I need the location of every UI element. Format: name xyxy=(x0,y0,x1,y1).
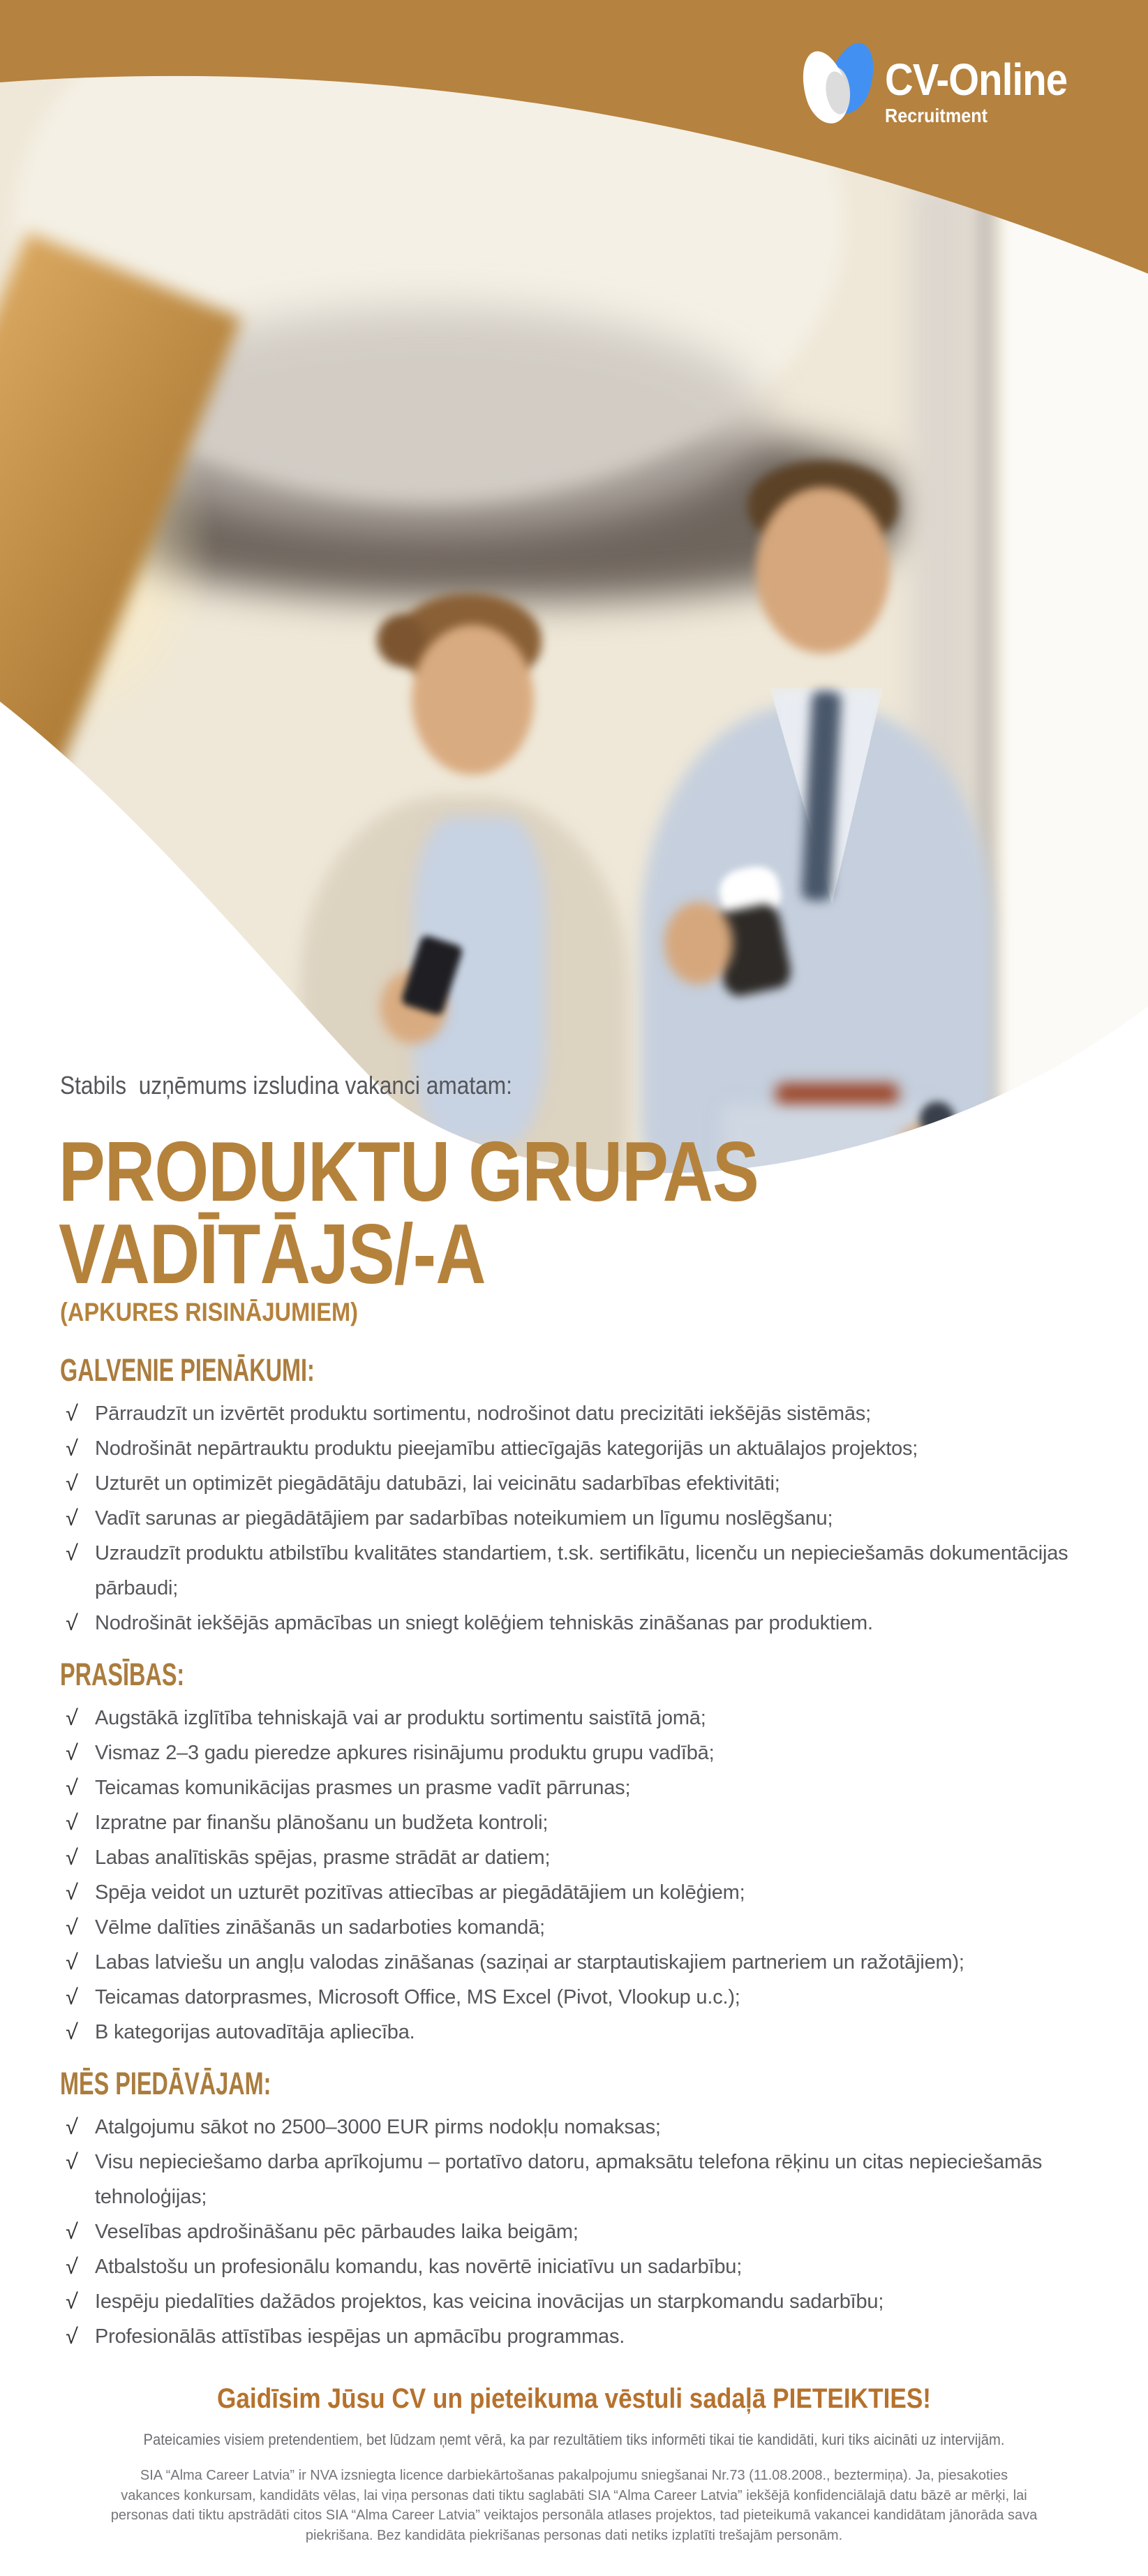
list-item xyxy=(60,1840,1086,1875)
checkmark-icon: √ xyxy=(64,1541,79,1565)
checkmark-icon: √ xyxy=(64,1775,79,1800)
bullet-text: Uzturēt un optimizēt piegādātāju datubāzi, lai veicinātu sadarbības efektivitāti; xyxy=(95,1472,780,1495)
job-section xyxy=(60,2067,1086,2354)
list-item xyxy=(60,1606,1086,1641)
bullet-list xyxy=(60,2110,1086,2354)
thanks-note: Pateicamies visiem pretendentiem, bet lūdzam ņemt vērā, ka par rezultātiem tiks informēti tikai tie kandidāti, kuri tiks aicināti uz intervijām. xyxy=(143,2431,1005,2448)
logo-tagline: Recruitment xyxy=(885,105,988,126)
checkmark-icon: √ xyxy=(64,1506,79,1530)
bullet-text: Vēlme dalīties zināšanās un sadarboties komandā; xyxy=(95,1916,545,1939)
bullet-text: Pārraudzīt un izvērtēt produktu sortimentu, nodrošinot datu precizitāti iekšējās sistēmās; xyxy=(95,1402,871,1425)
bullet-text: Iespēju piedalīties dažādos projektos, kas veicina inovācijas un starpkomandu sadarbību; xyxy=(95,2290,884,2313)
checkmark-icon: √ xyxy=(64,1611,79,1635)
checkmark-icon: √ xyxy=(64,2020,79,2044)
intro-line: Stabils uzņēmums izsludina vakanci amatam: xyxy=(60,1071,512,1100)
bullet-list xyxy=(60,1396,1086,1641)
bullet-text: Vadīt sarunas ar piegādātājiem par sadarbības noteikumiem un līgumu noslēgšanu; xyxy=(95,1507,833,1530)
checkmark-icon: √ xyxy=(64,2115,79,2139)
bullet-list xyxy=(60,1701,1086,2050)
vacancy-title-line2: VADĪTĀJS/-A xyxy=(59,1206,486,1301)
list-item xyxy=(60,1466,1086,1501)
logo-text xyxy=(885,40,1092,126)
list-item xyxy=(60,2110,1086,2145)
checkmark-icon: √ xyxy=(64,1985,79,2009)
section-heading: GALVENIE PIENĀKUMI: xyxy=(60,1352,315,1388)
checkmark-icon: √ xyxy=(64,1740,79,1765)
list-item xyxy=(60,1431,1086,1466)
checkmark-icon: √ xyxy=(64,1845,79,1870)
checkmark-icon: √ xyxy=(64,1436,79,1460)
checkmark-icon: √ xyxy=(64,1915,79,1939)
list-item xyxy=(60,2214,1086,2249)
bullet-text: Teicamas komunikācijas prasmes un prasme vadīt pārrunas; xyxy=(95,1777,631,1799)
sections xyxy=(60,1354,1086,2354)
bullet-text: Nodrošināt nepārtrauktu produktu pieejamību attiecīgajās kategorijās un aktuālajos projektos; xyxy=(95,1437,918,1460)
bullet-text: B kategorijas autovadītāja apliecība. xyxy=(95,2021,415,2043)
list-item xyxy=(60,2284,1086,2319)
bullet-text: Nodrošināt iekšējās apmācības un sniegt kolēģiem tehniskās zināšanas par produktiem. xyxy=(95,1612,873,1634)
job-section xyxy=(60,1354,1086,1641)
cv-online-logo-icon xyxy=(803,40,875,133)
checkmark-icon: √ xyxy=(64,1705,79,1730)
list-item xyxy=(60,1735,1086,1770)
cta-line: Gaidīsim Jūsu CV un pieteikuma vēstuli sadaļā PIETEIKTIES! xyxy=(216,2383,932,2414)
checkmark-icon: √ xyxy=(64,1401,79,1426)
bullet-text: Uzraudzīt produktu atbilstību kvalitātes standartiem, t.sk. sertifikātu, licenču un nepieciešamās dokumentācijas pārbaudi; xyxy=(95,1542,1068,1599)
list-item xyxy=(60,2145,1086,2214)
list-item xyxy=(60,2249,1086,2284)
hero xyxy=(0,0,1148,1190)
list-item xyxy=(60,1910,1086,1945)
bullet-text: Profesionālās attīstības iespējas un apmācību programmas. xyxy=(95,2325,625,2348)
bullet-text: Izpratne par finanšu plānošanu un budžeta kontroli; xyxy=(95,1812,549,1834)
section-heading: MĒS PIEDĀVĀJAM: xyxy=(60,2066,271,2101)
checkmark-icon: √ xyxy=(64,1810,79,1835)
bullet-text: Vismaz 2–3 gadu pieredze apkures risinājumu produktu grupu vadībā; xyxy=(95,1742,715,1764)
bullet-text: Atbalstošu un profesionālu komandu, kas novērtē iniciatīvu un sadarbību; xyxy=(95,2256,743,2278)
checkmark-icon: √ xyxy=(64,2254,79,2279)
checkmark-icon: √ xyxy=(64,1471,79,1495)
list-item xyxy=(60,1945,1086,1980)
checkmark-icon: √ xyxy=(64,1880,79,1904)
bullet-text: Teicamas datorprasmes, Microsoft Office, MS Excel (Pivot, Vlookup u.c.); xyxy=(95,1986,740,2008)
vacancy-title-line1: PRODUKTU GRUPAS xyxy=(59,1124,759,1219)
legal-text: SIA “Alma Career Latvia” ir NVA izsniegta licence darbiekārtošanas pakalpojumu sniegšanai Nr.73 (11.08.2008., beztermiņa). Ja, piesakoties vakances konkursam, kandidāts vēlas, lai viņa personas dati tiktu saglabāti SIA “Alma Career Latvia” iekšējā konfidenciālajā datu bāzē ar mērķi, lai personas dati tiktu apstrādāti citos SIA “Alma Career Latvia” veiktajos personāla atlases projektos, tad pieteikumā vakancei kandidātam jānorāda sava piekrišana. Bez kandidāta piekrišanas personas dati netiks izplatīti trešajām personām. xyxy=(110,2468,1038,2543)
bullet-text: Labas analītiskās spējas, prasme strādāt ar datiem; xyxy=(95,1846,551,1869)
footer xyxy=(0,2383,1148,2545)
vacancy-subtitle: (APKURES RISINĀJUMIEM) xyxy=(60,1298,358,1326)
bullet-text: Atalgojumu sākot no 2500–3000 EUR pirms nodokļu nomaksas; xyxy=(95,2116,661,2138)
list-item xyxy=(60,2319,1086,2354)
list-item xyxy=(60,1501,1086,1536)
list-item xyxy=(60,1875,1086,1910)
checkmark-icon: √ xyxy=(64,2289,79,2314)
checkmark-icon: √ xyxy=(64,1950,79,1974)
content xyxy=(0,1072,1148,2545)
list-item xyxy=(60,1770,1086,1805)
bullet-text: Visu nepieciešamo darba aprīkojumu – portatīvo datoru, apmaksātu telefona rēķinu un citas nepieciešamās tehnoloģijas; xyxy=(95,2151,1043,2208)
list-item xyxy=(60,1805,1086,1840)
list-item xyxy=(60,1701,1086,1735)
list-item xyxy=(60,1980,1086,2015)
list-item xyxy=(60,2015,1086,2050)
bullet-text: Veselības apdrošināšanu pēc pārbaudes laika beigām; xyxy=(95,2221,579,2243)
checkmark-icon: √ xyxy=(64,2149,79,2174)
checkmark-icon: √ xyxy=(64,2324,79,2348)
hero-curve-overlays xyxy=(0,0,1148,1190)
bullet-text: Spēja veidot un uzturēt pozitīvas attiecības ar piegādātājiem un kolēģiem; xyxy=(95,1881,745,1904)
checkmark-icon: √ xyxy=(64,2219,79,2244)
list-item xyxy=(60,1396,1086,1431)
list-item xyxy=(60,1536,1086,1606)
bullet-text: Augstākā izglītība tehniskajā vai ar produktu sortimentu saistītā jomā; xyxy=(95,1707,706,1729)
section-heading: PRASĪBAS: xyxy=(60,1657,185,1692)
bullet-text: Labas latviešu un angļu valodas zināšanas (saziņai ar starptautiskajiem partneriem un ražotājiem); xyxy=(95,1951,964,1974)
job-section xyxy=(60,1658,1086,2050)
cv-online-logo xyxy=(803,40,1092,133)
logo-brand-name: CV-Online xyxy=(885,54,1068,105)
